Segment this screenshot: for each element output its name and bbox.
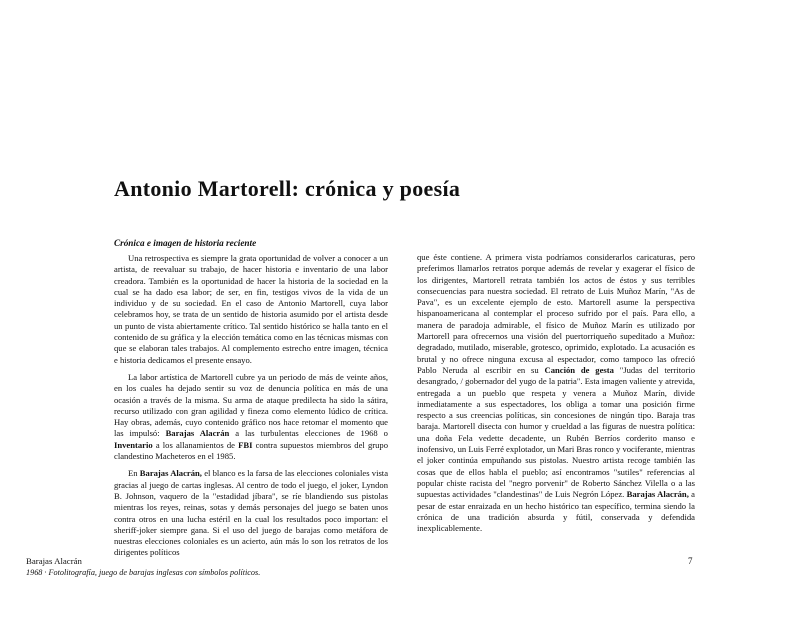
paragraph-1: Una retrospectiva es siempre la grata oportunidad de volver a conocer a un artista, de reevaluar su trabajo, de hacer historia e inventario de una labor creadora. También es la oportunidad de hacer la historia de la sociedad en la cual se ha dado esa labor; de ser, en fin, testigos vivos de la vida de un individuo y de su sociedad. En el caso de Antonio Martorell, cuya labor celebramos hoy, se trata de un sentido de historia asumido por el artista desde un punto de vista abiertamente crítico. Tal sentido histórico se halla tanto en el contenido de su gráfica y la elección temática como en las técnicas mismas con que se elaboran tales trabajos. Al complemento estrecho entre imagen, técnica e historia dedicamos el presente ensayo. xyxy=(114,253,388,365)
page-title: Antonio Martorell: crónica y poesía xyxy=(114,176,461,201)
paragraph-2: La labor artística de Martorell cubre ya un periodo de más de veinte años, en los cuales ha dejado sentir su voz de denuncia política en más de una ocasión a través de la misma. Su arma de ataque predilecta ha sido la sátira, recurso utilizado con gran agilidad y fineza como elemento lúdico de crítica. Hay obras, además, cuyo contenido gráfico nos hace retomar el momento que las impulsó: Barajas Alacrán a las turbulentas elecciones de 1968 o Inventario a los allanamientos de FBI contra supuestos miembros del grupo clandestino Macheteros en el 1985. xyxy=(114,371,388,462)
figure-source-title: Barajas Alacrán xyxy=(26,556,82,566)
right-column xyxy=(417,252,695,540)
left-column xyxy=(114,237,388,565)
paragraph-3: En Barajas Alacrán, el blanco es la farsa de las elecciones coloniales vista gracias al juego de cartas inglesas. Al centro de todo el juego, el joker, Lyndon B. Johnson, vaquero de la "estadidad jíbara", se ríe blandiendo sus pistolas mientras los reyes, reinas, sotas y demás personajes del juego se baten unos contra otros en una lucha estéril en la cual los resultados poco importan: el sheriff-joker siempre gana. Si el uso del juego de barajas como metáfora de nuestras elecciones coloniales es un acierto, aún más lo son los retratos de los dirigentes políticos xyxy=(114,468,389,558)
page-number: 7 xyxy=(688,556,693,566)
paragraph-continued: que éste contiene. A primera vista podríamos considerarlos caricaturas, pero preferimos llamarlos retratos porque además de revelar y exagerar el físico de los dirigentes, Martorell retrata también los actos de éstos y sus terribles consecuencias para nuestra sociedad. El retrato de Luis Muñoz Marín, "As de Pava", es un excelente ejemplo de esto. Martorell asume la perspectiva hispanoamericana al contemplar el proceso sufrido por el país. Para ello, a manera de paradoja admirable, el físico de Muñoz Marín es utilizado por Martorell para ofrecernos una visión del puertorriqueño supeditado a Muñoz: degradado, mutilado, miserable, grotesco, oprimido, explotado. La acusación es brutal y no ofrece ninguna excusa al espectador, como tampoco las ofreció Pablo Neruda al escribir en su Canción de gesta "Judas del territorio desangrado, / gobernador del yugo de la patria". Esta imagen valiente y atrevida, entregada a un pueblo que respeta y venera a Muñoz Marín, divide inmediatamente a sus espectadores, los obliga a tomar una posición firme respecto a sus creencias políticas, sin concesiones de ningún tipo. Baraja tras baraja. Martorell disecta con humor y crueldad a las figuras de nuestra política: una doña Fela vedette decadente, un Rubén Berríos corderito manso e inofensivo, un Luis Ferré explotador, un Mari Bras ronco y vociferante, mientras el joker continúa empuñando sus pistolas. Nuestro artista recoge también las cosas que de ellos habla el pueblo; así encontramos "sutiles" referencias al popular chiste racista del "negro porvenir" de Roberto Sánchez Vilella o a las supuestas actividades "clandestinas" de Luis Negrón López. Barajas Alacrán, a pesar de estar enraizada en un hecho histórico tan específico, termina siendo la crónica de una tradición absurda y fútil, conservada y defendida inexplicablemente. xyxy=(417,252,696,534)
section-heading: Crónica e imagen de historia reciente xyxy=(114,238,257,248)
figure-caption: 1968 · Fotolitografía, juego de barajas inglesas con símbolos políticos. xyxy=(26,568,261,577)
